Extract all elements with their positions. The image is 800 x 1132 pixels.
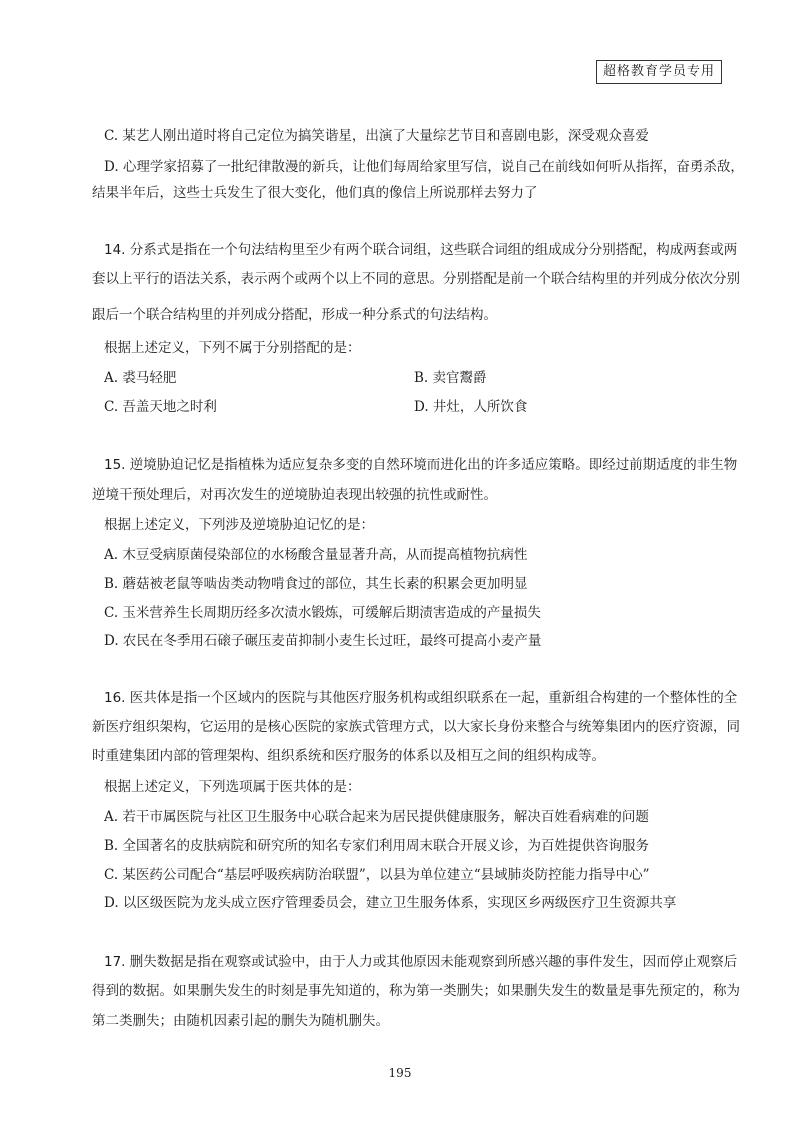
q17-stem-line1: 17. 删失数据是指在观察或试验中，由于人力或其他原因未能观察到所感兴趣的事件发生，因而停止观察后	[104, 954, 738, 970]
q14-option-a: A. 裘马轻肥	[104, 370, 177, 386]
q15-stem-line2: 逆境干预处理后，对再次发生的逆境胁迫表现出较强的抗性或耐性。	[92, 487, 497, 503]
q14-prompt: 根据上述定义，下列不属于分别搭配的是：	[104, 340, 361, 356]
q16-option-d: D. 以区级医院为龙头成立医疗管理委员会，建立卫生服务体系，实现区乡两级医疗卫生资源共享	[104, 895, 677, 911]
q16-stem-line1: 16. 医共体是指一个区域内的医院与其他医疗服务机构或组织联系在一起，重新组合构建的一个整体性的全	[104, 690, 738, 706]
q13-option-d-line1: D. 心理学家招募了一批纪律散漫的新兵，让他们每周给家里写信，说自己在前线如何听从指挥，奋勇杀敌，	[104, 159, 744, 175]
q14-stem-line2: 套以上平行的语法关系，表示两个或两个以上不同的意思。分别搭配是前一个联合结构里的并列成分依次分别	[92, 271, 740, 287]
q15-option-a: A. 木豆受病原菌侵染部位的水杨酸含量显著升高，从而提高植物抗病性	[104, 547, 528, 563]
q13-option-c: C. 某艺人刚出道时将自己定位为搞笑谐星，出演了大量综艺节目和喜剧电影，深受观众喜爱	[104, 128, 649, 144]
header-tag: 超格教育学员专用	[596, 60, 722, 84]
q16-option-c: C. 某医药公司配合“基层呼吸疾病防治联盟”，以县为单位建立“县域肺炎防控能力指导中心”	[104, 867, 650, 883]
q13-option-d-line2: 结果半年后，这些士兵发生了很大变化，他们真的像信上所说那样去努力了	[92, 185, 538, 201]
q15-prompt: 根据上述定义，下列涉及逆境胁迫记忆的是：	[104, 517, 374, 533]
q16-stem-line3: 时重建集团内部的管理架构、组织系统和医疗服务的体系以及相互之间的组织构成等。	[92, 748, 605, 764]
q14-option-d: D. 井灶，人所饮食	[414, 399, 528, 415]
q16-stem-line2: 新医疗组织架构，它运用的是核心医院的家族式管理方式，以大家长身份来整合与统筹集团内的医疗资源，同	[92, 719, 740, 735]
q17-stem-line2: 得到的数据。如果删失发生的时刻是事先知道的，称为第一类删失；如果删失发生的数量是事先预定的，称为	[92, 983, 740, 999]
q15-option-c: C. 玉米营养生长周期历经多次渍水锻炼，可缓解后期渍害造成的产量损失	[104, 605, 541, 621]
q14-stem-line3: 跟后一个联合结构里的并列成分搭配，形成一种分系式的句法结构。	[92, 307, 497, 323]
q15-option-d: D. 农民在冬季用石磙子碾压麦苗抑制小麦生长过旺，最终可提高小麦产量	[104, 633, 542, 649]
q15-stem-line1: 15. 逆境胁迫记忆是指植株为适应复杂多变的自然环境而进化出的许多适应策略。即经过前期适度的非生物	[104, 457, 738, 473]
q14-stem-line1: 14. 分系式是指在一个句法结构里至少有两个联合词组，这些联合词组的组成成分分别搭配，构成两套或两	[104, 242, 738, 258]
q16-option-a: A. 若干市属医院与社区卫生服务中心联合起来为居民提供健康服务，解决百姓看病难的问题	[104, 809, 649, 825]
q14-option-c: C. 吾盖天地之时利	[104, 399, 217, 415]
q14-option-b: B. 卖官鬻爵	[414, 370, 487, 386]
q16-option-b: B. 全国著名的皮肤病院和研究所的知名专家们利用周末联合开展义诊，为百姓提供咨询服务	[104, 838, 650, 854]
page-number: 195	[388, 1066, 412, 1080]
q15-option-b: B. 蘑菇被老鼠等啮齿类动物啃食过的部位，其生长素的积累会更加明显	[104, 576, 528, 592]
q16-prompt: 根据上述定义，下列选项属于医共体的是：	[104, 779, 361, 795]
q17-stem-line3: 第二类删失；由随机因素引起的删失为随机删失。	[92, 1013, 389, 1029]
